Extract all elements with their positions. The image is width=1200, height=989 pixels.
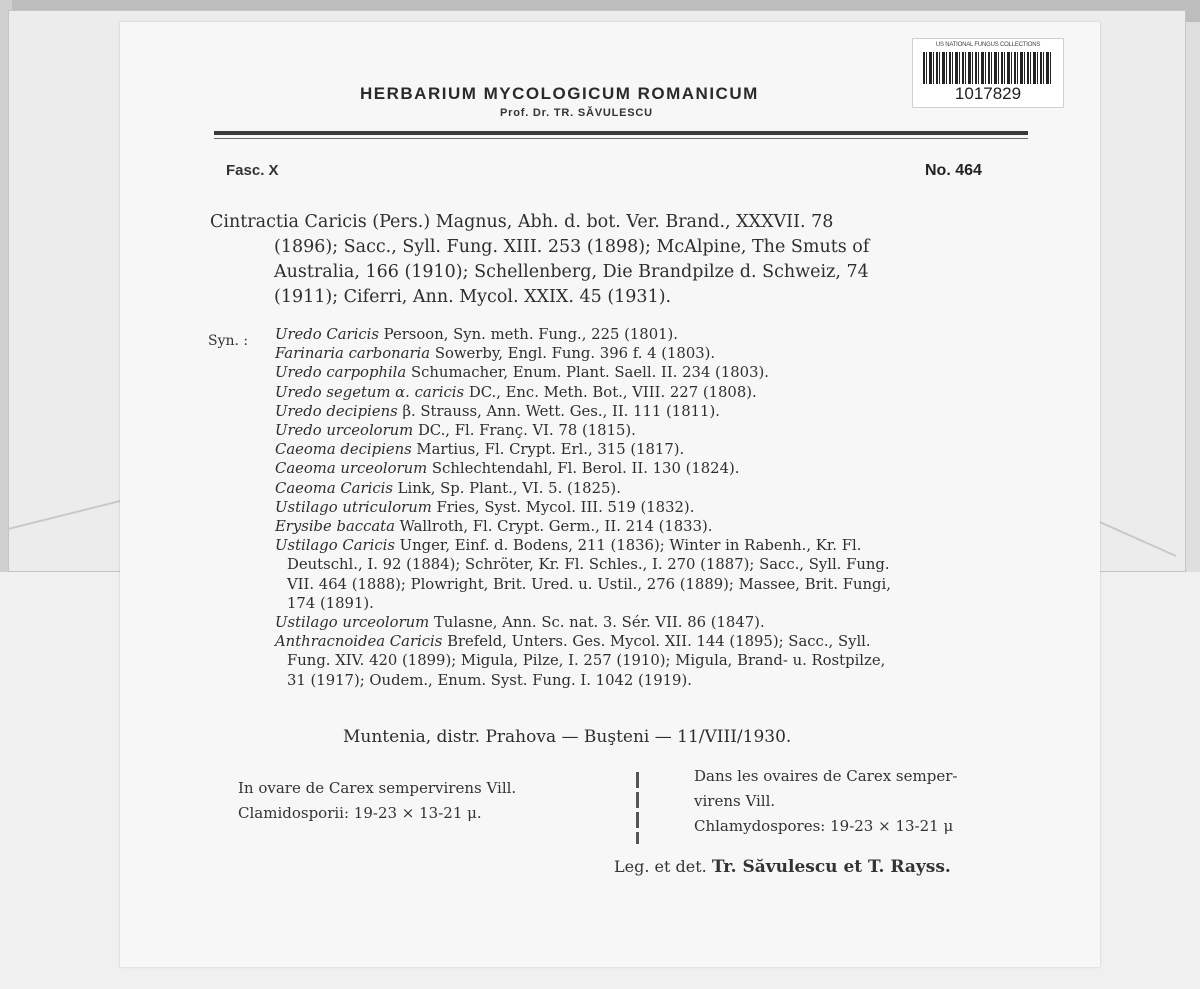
note-line: In ovare de Carex sempervirens Vill. — [238, 779, 517, 797]
synonyms-list — [275, 325, 1065, 690]
header-rule-thin — [214, 138, 1028, 139]
synonyms-label: Syn. : — [208, 333, 249, 349]
note-divider — [636, 772, 639, 844]
note-line: Dans les ovaires de Carex semper- — [694, 767, 958, 785]
collector-prefix: Leg. et det. — [614, 857, 707, 876]
synonym-continuation: Fung. XIV. 420 (1899); Migula, Pilze, I. 257 (1910); Migula, Brand- u. Rostpilze, — [287, 652, 886, 670]
barcode-number: 1017829 — [954, 84, 1022, 103]
specimen-number: No. 464 — [925, 162, 982, 179]
note-french — [694, 764, 957, 839]
collector-names: Tr. Săvulescu et T. Rayss. — [711, 857, 951, 877]
synonym-continuation: 31 (1917); Oudem., Enum. Syst. Fung. I. 1042 (1919). — [287, 671, 692, 689]
main-citation — [210, 210, 1030, 310]
synonym-entry: Caeoma decipiens Martius, Fl. Crypt. Erl., 315 (1817). — [275, 441, 685, 459]
fascicle-label: Fasc. X — [226, 162, 279, 179]
synonym-entry: Uredo Caricis Persoon, Syn. meth. Fung., 225 (1801). — [275, 326, 679, 343]
citation-line: (1896); Sacc., Syll. Fung. XIII. 253 (1898); McAlpine, The Smuts of — [274, 237, 870, 257]
synonym-entry: Caeoma urceolorum Schlechtendahl, Fl. Berol. II. 130 (1824). — [275, 460, 740, 478]
note-line: virens Vill. — [694, 792, 776, 810]
citation-line: Australia, 166 (1910); Schellenberg, Die Brandpilze d. Schweiz, 74 — [274, 262, 869, 282]
note-romanian — [238, 776, 516, 826]
synonym-continuation: VII. 464 (1888); Plowright, Brit. Ured. u. Ustil., 276 (1889); Massee, Brit. Fungi, — [287, 575, 891, 593]
synonym-continuation: Deutschl., I. 92 (1884); Schröter, Kr. Fl. Schles., I. 270 (1887); Sacc., Syll. Fung. — [287, 556, 890, 574]
synonym-entry: Ustilago urceolorum Tulasne, Ann. Sc. nat. 3. Sér. VII. 86 (1847). — [275, 614, 765, 632]
herbarium-title: HERBARIUM MYCOLOGICUM ROMANICUM — [360, 84, 759, 103]
synonym-entry: Ustilago utriculorum Fries, Syst. Mycol. III. 519 (1832). — [275, 498, 695, 516]
note-line: Clamidosporii: 19-23 × 13-21 μ. — [238, 804, 482, 822]
synonym-entry: Erysibe baccata Wallroth, Fl. Crypt. Germ., II. 214 (1833). — [275, 518, 713, 536]
synonym-entry: Farinaria carbonaria Sowerby, Engl. Fung. 396 f. 4 (1803). — [275, 345, 716, 363]
synonym-entry: Uredo carpophila Schumacher, Enum. Plant. Saell. II. 234 (1803). — [275, 364, 769, 382]
citation-line: Cintractia Caricis (Pers.) Magnus, Abh. d. bot. Ver. Brand., XXXVII. 78 — [210, 212, 834, 232]
synonym-entry: Uredo urceolorum DC., Fl. Franç. VI. 78 (1815). — [275, 422, 636, 440]
synonym-entry: Uredo segetum α. caricis DC., Enc. Meth. Bot., VIII. 227 (1808). — [275, 383, 757, 401]
header-rule — [214, 131, 1028, 135]
barcode-sticker — [912, 38, 1064, 108]
barcode-icon — [923, 52, 1053, 84]
synonym-continuation: 174 (1891). — [287, 594, 374, 612]
note-line: Chlamydospores: 19-23 × 13-21 μ — [694, 817, 954, 835]
locality-line: Muntenia, distr. Prahova — Buşteni — 11/VIII/1930. — [343, 727, 792, 747]
synonym-entry: Ustilago Caricis Unger, Einf. d. Bodens, 211 (1836); Winter in Rabenh., Kr. Fl. — [275, 537, 862, 555]
synonym-entry: Uredo decipiens β. Strauss, Ann. Wett. Ges., II. 111 (1811). — [275, 402, 720, 420]
citation-line: (1911); Ciferri, Ann. Mycol. XXIX. 45 (1931). — [274, 287, 672, 307]
synonym-entry: Caeoma Caricis Link, Sp. Plant., VI. 5. (1825). — [275, 479, 621, 497]
herbarium-subtitle: Prof. Dr. TR. SĂVULESCU — [500, 107, 653, 119]
collector-line — [614, 857, 951, 877]
synonym-entry: Anthracnoidea Caricis Brefeld, Unters. Ges. Mycol. XII. 144 (1895); Sacc., Syll. — [275, 633, 871, 651]
sticker-institution: US NATIONAL FUNGUS COLLECTIONS — [935, 42, 1041, 48]
